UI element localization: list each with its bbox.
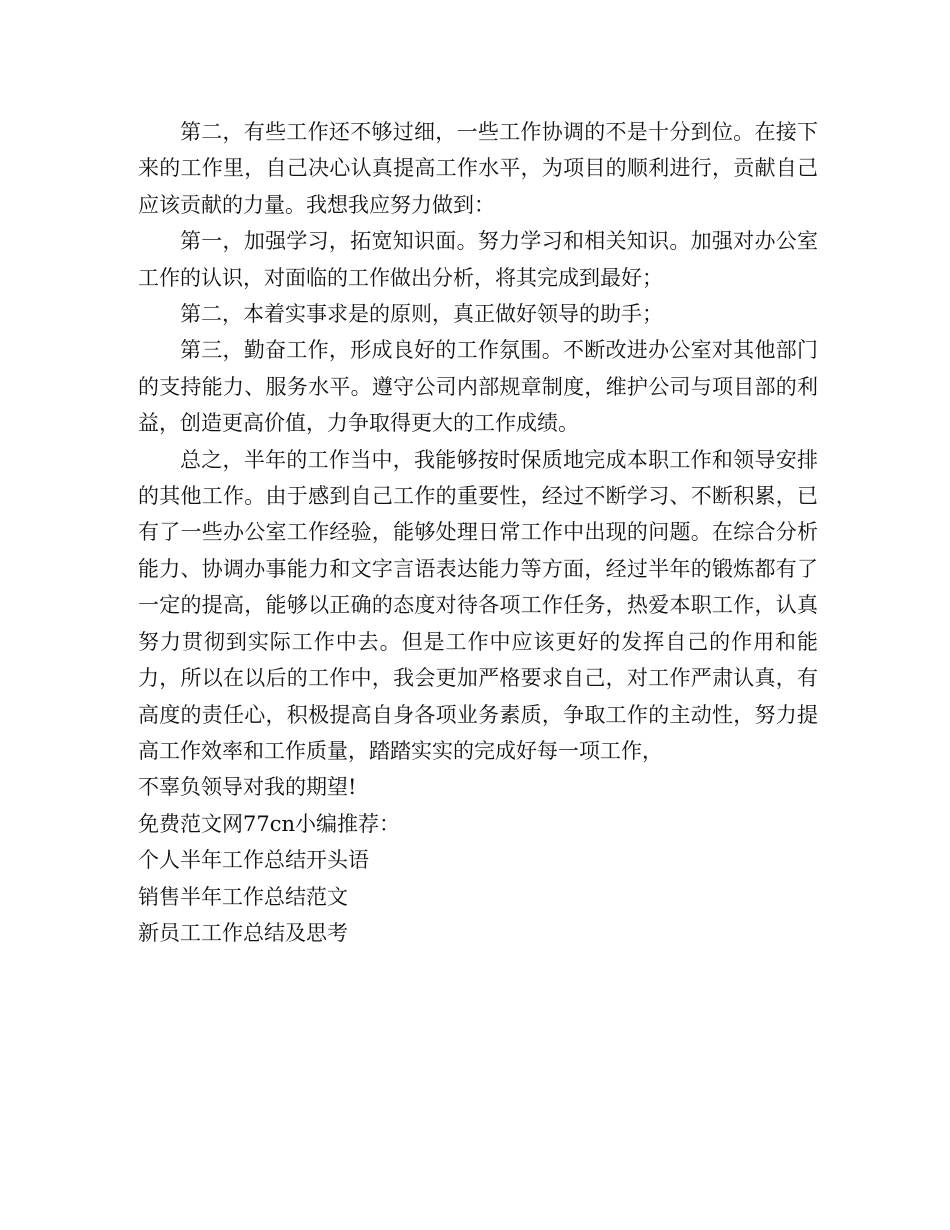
paragraph-improvement: 第二，有些工作还不够过细，一些工作协调的不是十分到位。在接下来的工作里，自己决心认真提高工作水平，为项目的顺利进行，贡献自己应该贡献的力量。我想我应努力做到： (138, 120, 818, 217)
paragraph-summary: 总之，半年的工作当中，我能够按时保质地完成本职工作和领导安排的其他工作。由于感到自己工作的重要性，经过不断学习、不断积累，已有了一些办公室工作经验，能够处理日常工作中出现的问题。在综合分析能力、协调办事能力和文字言语表达能力等方面，经过半年的锻炼都有了一定的提高，能够以正确的态度对待各项工作任务，热爱本职工作，认真努力贯彻到实际工作中去。但是工作中应该更好的发挥自己的作用和能力，所以在以后的工作中，我会更加严格要求自己，对工作严肃认真，有高度的责任心，积极提高自身各项业务素质，争取工作的主动性，努力提高工作效率和工作质量，踏踏实实的完成好每一项工作， (138, 447, 818, 763)
recommend-link-3[interactable]: 新员工工作总结及思考 (138, 920, 348, 945)
recommend-link-2[interactable]: 销售半年工作总结范文 (138, 884, 348, 909)
paragraph-point-one: 第一，加强学习，拓宽知识面。努力学习和相关知识。加强对办公室工作的认识，对面临的工作做出分析，将其完成到最好； (138, 229, 818, 290)
paragraph-point-two: 第二，本着实事求是的原则，真正做好领导的助手； (180, 302, 663, 327)
paragraph-point-three: 第三，勤奋工作，形成良好的工作氛围。不断改进办公室对其他部门的支持能力、服务水平。遵守公司内部规章制度，维护公司与项目部的利益，创造更高价值，力争取得更大的工作成绩。 (138, 338, 818, 436)
recommend-heading: 免费范文网77cn小编推荐： (138, 811, 401, 836)
document-body (138, 114, 818, 951)
paragraph-closing: 不辜负领导对我的期望! (138, 775, 357, 800)
recommend-link-1[interactable]: 个人半年工作总结开头语 (138, 848, 369, 873)
